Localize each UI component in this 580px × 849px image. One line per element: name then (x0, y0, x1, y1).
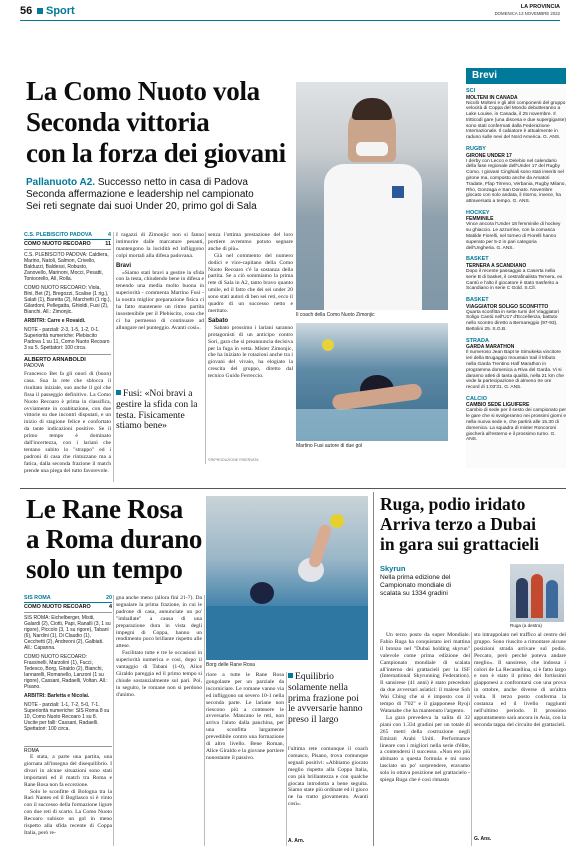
score-lineup-home: C.S. PLEBISCITO PADOVA: Caldiera, Marino, Natoli, Salmon, Crivello, Balduzzi, Baldessi, Robusto, Zanovello, Marinoni, Mocci, Pesatti, Tonioorello, Alì, Rolla. (24, 252, 109, 282)
rane-paragraph: È stata, a parte una partita, una giornata all'insegna del disequilibrio. I divari in alcune situazioni sono stati importanti ed il match tra Roma e Rane Rosa non fa eccezione. (24, 754, 112, 788)
main-paragraph: «Siamo stati bravi a gestire la sfida con la testa, chiudendo bene in difesa e tenendo una media molto buona in superiorità - commenta Martino Fusi - la nostra miglior preparazione fisica ci ha fatto mantenere un ritmo partita insostenibile per il Plebiscito, cosa che ci ha permesso di continuare ad allungare nel punteggio. Avanti così». (116, 269, 204, 331)
main-deck-first: Successo netto in casa di Padova (97, 177, 248, 188)
quote-text: Fusi: «Noi bravi a gestire la sfida con la testa. Fisicamente stiamo bene» (116, 389, 198, 432)
main-headline-line: La Como Nuoto vola (26, 76, 260, 106)
coach-shirt (324, 164, 422, 310)
score-referees: ARBITRI: Carre e Rovaidi. (24, 318, 86, 324)
ruga-photo-caption: Ruga (a destra) (510, 623, 542, 628)
brevi-column (466, 88, 566, 468)
dateline: PADOVA (24, 363, 45, 369)
ruga-headline-line: Arriva terzo a Dubai (380, 514, 537, 534)
quote-marker (116, 390, 121, 395)
section-name: Sport (46, 5, 75, 17)
main-text-col3 (116, 232, 204, 387)
score-lineup-home: SIS ROMA: Eichelberger, Misiti, Galardi (2), Ciotti, Papi, Ranalli (3, 1 su rigore), Piccolo (3, 1 su rigore), Tabani (6), Nardini (1), Di Claudio (1), Cecchetti (2), Andreoni (2), Galbiati. All.: Capanna. (24, 615, 111, 651)
rane-byline: A. Arn. (288, 838, 305, 844)
rane-text-col3 (116, 595, 202, 846)
page-header (20, 4, 560, 20)
ruga-headline-line: in gara sui grattacieli (380, 534, 539, 554)
main-paragraph: Già nel commento del numero dodici e vice-capitano della Como Nuoto Recoaro c'è la sostanza della partita. Se a ciò sommiamo la prima rete di Sala in A2, tanto bravo quanto umile, ed il fatto che dei sei under 20 sono stati autori di ben sei reti, ecco il quadro di un successo netto e meritato. (208, 252, 293, 314)
brevi-item: STRADA GARDA MARATHON Il numeroso Jean Bapt te Simukeka vincitore ieri della Brugaggio mountain trail il tributo nella Garda Trentino Half Marathon in programma domenica a Riva del Garda. Vi si daranno atleti di tanta qualità, nella 21 km che vede la partecipazione di almeno tre ore record di 1:03'31. G. ANS. (466, 337, 564, 391)
score-notes: NOTE - parziali: 2-3, 1-5, 1-2, 0-1. Superiorità numeriche: Plebiscito Padova 1 su 11, Como Nuoto Recoaro 3 su 5. Spettatori: 100 circa. (24, 327, 110, 351)
main-photo-caption: Il coach della Como Nuoto Zimonjic (296, 312, 375, 318)
section-marker (37, 8, 43, 14)
podium-athlete (531, 574, 543, 618)
rane-quote (288, 672, 368, 742)
score-lineup-away: COMO NUOTO RECOARO: Viola, Bini, Bet (2), Bregozzi, Scalise (1 rig.), Salati (1), Baretta (2), Marchetti (1 rig.), Gilardoni, Pellegatta, Ghioldi, Fusi (2), Bianchi. All.: Zimonjic. (24, 285, 111, 315)
rane-text-col4 (206, 672, 284, 846)
rane-text-col2 (24, 754, 112, 846)
coach-logo (392, 186, 404, 198)
rane-paragraph: Solo le sconfitte di Bologna tra la Rari Nantes ed il Bogliasco si è vinto con il successo della formazione ligure con due reti di scarto. La Como Nuoto Recoaro subisce un gol in meno rispetto alla sfida recente di Coppa Italia, però re- (24, 788, 112, 836)
defender-cap (250, 582, 274, 604)
main-subhead: Bravi (116, 262, 132, 269)
rane-dateline: ROMA (24, 746, 112, 753)
score-team-away: COMO NUOTO RECOARO (24, 241, 91, 247)
score-lineup-away: COMO NUOTO RECOARO: Frassinelli, Marzolini (1), Fucci, Tedesco, Borg, Giraldo (2), Bianchi, Iannarelli, Romanello, Lanzoni (1 su rigore), Cassani, Radaelli, Voltan. All.: Pisano. (24, 654, 108, 690)
ruga-headline (380, 494, 566, 566)
ruga-text-col2 (474, 632, 566, 832)
main-copyright: ©RIPRODUZIONE RISERVATA (208, 458, 259, 462)
brevi-item: SCI MOLTENI IN CANADA Nicolò Molteni e gli altri componenti del gruppo velocità di Coppa del Mondo debutteranno a Lake Louise, in Canada, il 25 novembre. Il tritticodi gare (una discesa e due supergigante) sono stati confermati dalla Federazione Internazionale. Il cabiatore è attualmente in raduno sulle nevi del Nord America. G. ANS. (466, 88, 566, 141)
score-notes: NOTE - parziali: 1-1, 7-2, 5-0, 7-1. Superiorità numeriche: SIS Roma 8 su 10, Como Nuoto Recoaro 1 su 8. Uscite per falli: Cassani, Radaelli. Spettatori: 100 circa. (24, 702, 110, 732)
main-deck-line: Sei reti segnate dai suoi Under 20, primo gol di Sala (26, 201, 257, 213)
water-splash (296, 409, 448, 441)
main-text-col4 (208, 232, 293, 450)
ruga-paragraph: La gara prevedeva la salita di 32 piani con 1.334 gradini per un totale di 265 metri della costruzione negli Emirati Arabi Uniti. Performance lineare con i migliori nella serie d'élite, a contendersi il successo. «Non ero più abituato a questa formula e mi sono lasciato un po' sorprendere, eravamo solo in ottava posizione nel grattacielo - spiega Ruga che è così rimasto (380, 714, 470, 784)
score-away-goals: 4 (109, 604, 112, 610)
scoreboard-roma-como (24, 595, 112, 745)
rane-paragraph: l'ultima rete comunque il coach comasco, Pisano, trova comunque segnali positivi: «Abbiamo giocato meglio rispetto alla Coppa Italia, con più brillantezza e con qualche giocata introdotta a bene seguita. Siamo state più ordinate ed il gioco ne ha tratto giovamento. Avanti così». (288, 746, 368, 808)
water-surface (206, 606, 368, 660)
brevi-item: BASKET VIAGGIATOR SOLIGO SCONFITTO Quarta sconfitta in sette turni del Viaggiatori Soligo Cantù nell'U17 d'Eccellenza, battuto nello scontro diretto a Bernareggio (97-93). Bettolini 25. S.G.B. (466, 297, 559, 333)
rane-paragraph: riore a tutte le Rane Rosa gongolaste per un parziale da incorniciare. Le romane vanno via ed infliggono un severo 10-1 nella seconda parte. Le lariane non riescono più a contenere le avversarie. Mancano le reti, non arriva l'aiuto dalla panchina, per una sconfitta largamente prevedibile contro una formazione di altro livello. Bene Roman, Alice Giraldo e la giovane portiere nonostante il passivo. (206, 672, 284, 761)
ruga-deck: Nella prima edizione del Campionato mondiale di scalata su 1334 gradini (380, 574, 452, 597)
brevi-item: BASKET TERNERA A SCANDIANO Dopo il recente passaggio a Caserta nella serie B di basket, il cestrafinalista Ternera, ex Cantù e l'alto il giocatore è stato trasferito a Scandiano in serie C Gold. S.Cll. (466, 256, 563, 292)
main-deck-line: Seconda affermazione e leadership nel campionato (26, 189, 254, 201)
main-paragraph: I ragazzi di Zimonjic non si fanno intimorire dalle marcature pesanti, mantengono la lucidità ed infliggono colpi mortali alla difesa padovana. (116, 232, 204, 259)
quote-marker (288, 673, 293, 678)
main-paragraph: Francesco Bet fa gli onori di (buon) casa. Sua la rete che sblocca il risultato iniziale, suo anche il gol che fissa il passeggio definitivo. La Como Nuoto Recoaro è prima in classifica, ovviamente in coabitazione, con due vittorie su due incontri disputati, e un inizio di stagione felice e confortato da tante indicazioni positive. Se il primo tempo è dominato dall'incertezza, con i lariani che tentano subito lo "strappo" ed i padroni di casa che rintuzzano ma a fatica, dalla seconda frazione il match prende una piega del tutto favorevole. (24, 371, 111, 474)
page-number: 56 (20, 5, 33, 17)
coach-hair (352, 98, 392, 120)
rane-paragraph: Facilitato tutte e tre le occasioni in superiorità numerica e così, dopo il vantaggio di Tabani (1-0), Alice Giraldo pareggia ed il primo tempo si chiude sostanzialmente sul pari. Poi, in seguito, le romane non si perdono d'animo. (116, 650, 202, 698)
ruga-byline: G. Ans. (474, 836, 492, 842)
ruga-text-col1 (380, 632, 470, 846)
fusi-photo-caption: Martino Fusi autore di due gol (296, 443, 363, 449)
rane-photo-caption: Borg delle Rane Rosa (206, 662, 255, 668)
main-paragraph: Sabato prossimo i lariani saranno protagonisti di un anticipo contro Sori, gara che si preannuncia decisiva per la fuga in vetta. Mister Zimonjic, che ha iniziato le rotazioni anche tra i giovani del vivaio, ha elogiato la crescita del gruppo, diretto dal tecnico Guido Ferreccio. (208, 324, 293, 380)
main-headline-line: Seconda vittoria (26, 107, 210, 137)
score-away-goals: 11 (105, 241, 111, 247)
brevi-header-bar (466, 68, 566, 84)
quote-text: Equilibrio solamente nella prima frazione poi le avversarie hanno preso il largo (288, 672, 363, 726)
coach-mask (356, 142, 388, 156)
score-home-goals: 20 (106, 595, 112, 601)
main-text-col2 (24, 371, 111, 482)
brevi-item: HOCKEY FEMMINILE Vince ancora l'Under 18 femminile di hockey su ghiaccio. Le azzurrine, con la comasca Matilde Fiorelli, nel torneo di Fiorelli hanno superato per 5-2 in pari categoria dell'Ungheria. G. ANS. (466, 209, 561, 251)
rane-paragraph: gna anche meno (allora finì 21-7). Da segnalare la prima frazione, in cui le padrone di casa, annunciate un po' "imballate" a causa di una preparazione dura in vista degli impegni di Coppa, hanno un rendimento poco brillante rispetto alle attese. (116, 595, 202, 650)
main-subhead: Sabato (208, 317, 229, 324)
brevi-header: Brevi (472, 70, 498, 81)
ball-icon (322, 339, 334, 351)
score-team-home: C.S. PLEBISCITO PADOVA (24, 232, 92, 238)
ruga-paragraph: Un terzo posto da super Mondiale. Fabio Ruga ha conquistato ieri mattina il bronzo nel "Dubai holding skyrun" valevole come prima edizione del Campionato mondiale di scalata all'interno dei grattacieli per la ISF (International Skyrunning Federation). Il sansirese (41 anni) è stato preceduto da due avversari asiatici: il malese Soh Wai Ching che si è imposto con il tempo di 7'02" e il giapponese Ryoji Watanabe che ha mantenuto l'argento. (380, 632, 470, 714)
ball-icon (330, 514, 344, 528)
ruga-kicker: Skyrun (380, 564, 406, 573)
player-arm (307, 523, 332, 569)
brevi-item: CALCIO CAMBIO SEDE LIGUIFERE Cambio di sede per il sesto dei campionato per le gare che si svolgeranno nei prossimi giorni e nella nuova sede e, che partirà alle 15.30 di domenica. La squadra di mister Roncoroni giocherà all'esterno e il prossimo turno. G. ANS. (466, 395, 566, 443)
ruga-paragraph: sto intrappolato nel traffico al centro del gruppo. Sono riuscito a rimontare alcune posizioni strada arrivare sul podio. Peccato, però perché poteva andare meglio». Il sansirese, che indossa i colori de La Recastellina, si è fatto largo e non è stato il primo dei fortissimi giapponesi a confrontarsi con una prova in ottobre, anche diverse di un'altra volta. Il terzo posto conferma la costanza ed il livello raggiunti nell'ultimo periodo. Il prossimo appuntamento sarà ancora in Asia, con la seconda tappa del circuito dei grattacieli. (474, 632, 566, 728)
score-team-home: SIS ROMA (24, 595, 51, 601)
main-photo (296, 82, 448, 310)
brevi-item: RUGBY GIRONE UNDER 17 I derby con Lecco e Delebio nel calendario della fase regionale dell'Under 17 del Rugby Como. I giovani Cinghiali sono stati inseriti nel girone ma, composto anche da Amatori Tradate, Ffap Tirreno, Verbania, Rugby Milano, Rho, Gonzaga e San Donato. Novembre giocato con solo andata, il ritorno, invece, ha attraversato a tempo. G. ANS. (466, 146, 566, 205)
newspaper-name: LA PROVINCIA (520, 4, 560, 10)
scoreboard-padova-como (24, 232, 111, 352)
rane-headline-line: a Roma durano (26, 524, 203, 554)
main-paragraph: senza l'ottima prestazione del loro portiere avremmo potuto segnare anche di più». (208, 232, 293, 252)
main-kicker: Pallanuoto A2. (26, 177, 96, 188)
issue-date: DOMENICA 13 NOVEMBRE 2022 (494, 11, 560, 16)
header-rule (20, 20, 560, 21)
rane-headline-line: Le Rane Rosa (26, 494, 183, 524)
rane-headline-line: solo un tempo (26, 554, 183, 584)
section-rule (20, 488, 566, 489)
ruga-headline-line: Ruga, podio iridato (380, 494, 526, 514)
main-quote (116, 389, 204, 449)
fusi-photo (296, 323, 448, 441)
score-team-away: COMO NUOTO RECOARO (24, 604, 91, 610)
podium-athlete (516, 578, 528, 618)
score-home-goals: 4 (108, 232, 111, 238)
ruga-photo (510, 564, 564, 622)
byline-name: ALBERTO ARNABOLDI (24, 357, 86, 363)
main-byline (24, 354, 111, 370)
rane-photo (206, 496, 368, 660)
podium-athlete (546, 580, 558, 618)
score-referees: ARBITRI: Barletta e Nicolai. (24, 693, 90, 699)
rane-text-col5 (288, 746, 368, 838)
main-headline-line: con la forza dei giovani (26, 138, 286, 168)
